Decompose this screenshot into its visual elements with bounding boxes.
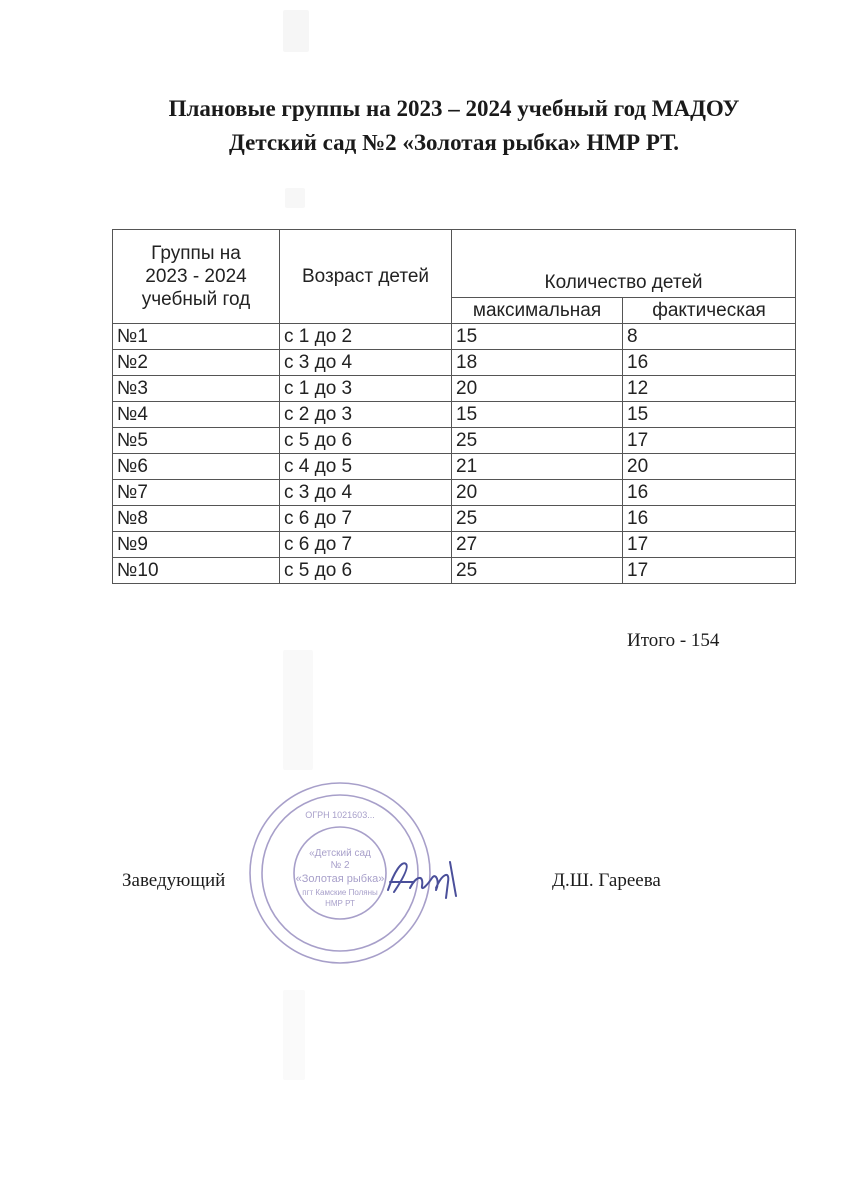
groups-table	[112, 229, 796, 584]
table-row	[113, 402, 796, 428]
group-cell: №3	[113, 376, 280, 402]
handwritten-signature	[380, 852, 470, 902]
scan-artifact	[283, 10, 309, 52]
header-group-line1: Группы на	[151, 243, 241, 264]
age-cell: с 1 до 3	[280, 376, 452, 402]
max-cell: 25	[452, 558, 623, 584]
table-header-row	[113, 230, 796, 298]
max-cell: 20	[452, 376, 623, 402]
group-cell: №7	[113, 480, 280, 506]
age-cell: с 2 до 3	[280, 402, 452, 428]
table-row	[113, 454, 796, 480]
age-cell: с 6 до 7	[280, 532, 452, 558]
stamp-line-5: НМР РТ	[325, 899, 355, 908]
stamp-line-4: пгт Камские Поляны	[302, 888, 378, 897]
actual-cell: 16	[623, 480, 796, 506]
actual-cell: 17	[623, 558, 796, 584]
scan-artifact	[283, 650, 313, 770]
signature-role: Заведующий	[122, 870, 226, 891]
max-cell: 15	[452, 402, 623, 428]
group-cell: №2	[113, 350, 280, 376]
age-cell: с 3 до 4	[280, 350, 452, 376]
signature-name: Д.Ш. Гареева	[552, 870, 661, 891]
actual-cell: 15	[623, 402, 796, 428]
stamp-line-1: «Детский сад	[309, 848, 371, 859]
stamp-ogrn: ОГРН 1021603...	[305, 810, 375, 820]
age-cell: с 4 до 5	[280, 454, 452, 480]
total-line: Итого - 154	[627, 630, 720, 651]
stamp-line-3: «Золотая рыбка»	[295, 873, 385, 885]
actual-cell: 8	[623, 324, 796, 350]
max-cell: 21	[452, 454, 623, 480]
stamp-line-2: № 2	[330, 860, 350, 871]
group-cell: №5	[113, 428, 280, 454]
header-group-line3: учебный год	[141, 289, 251, 310]
age-cell: с 5 до 6	[280, 558, 452, 584]
max-cell: 25	[452, 506, 623, 532]
age-cell: с 3 до 4	[280, 480, 452, 506]
header-max-cell: максимальная	[452, 298, 623, 324]
max-cell: 25	[452, 428, 623, 454]
table-row	[113, 532, 796, 558]
table-row	[113, 350, 796, 376]
group-cell: №6	[113, 454, 280, 480]
actual-cell: 17	[623, 532, 796, 558]
actual-cell: 16	[623, 506, 796, 532]
max-cell: 27	[452, 532, 623, 558]
title-line-1: Плановые группы на 2023 – 2024 учебный год МАДОУ	[168, 96, 740, 121]
group-cell: №1	[113, 324, 280, 350]
header-group-cell	[113, 230, 280, 324]
table-row	[113, 428, 796, 454]
max-cell: 20	[452, 480, 623, 506]
group-cell: №9	[113, 532, 280, 558]
actual-cell: 20	[623, 454, 796, 480]
page-title	[100, 92, 808, 160]
group-cell: №8	[113, 506, 280, 532]
table-row	[113, 376, 796, 402]
scan-artifact	[285, 188, 305, 208]
group-cell: №10	[113, 558, 280, 584]
group-cell: №4	[113, 402, 280, 428]
scan-artifact	[283, 990, 305, 1080]
table-row	[113, 506, 796, 532]
actual-cell: 16	[623, 350, 796, 376]
table-row	[113, 324, 796, 350]
age-cell: с 1 до 2	[280, 324, 452, 350]
header-actual-cell: фактическая	[623, 298, 796, 324]
max-cell: 15	[452, 324, 623, 350]
age-cell: с 5 до 6	[280, 428, 452, 454]
actual-cell: 12	[623, 376, 796, 402]
header-age-cell: Возраст детей	[280, 230, 452, 324]
max-cell: 18	[452, 350, 623, 376]
actual-cell: 17	[623, 428, 796, 454]
header-count-cell: Количество детей	[452, 230, 796, 298]
table-row	[113, 480, 796, 506]
age-cell: с 6 до 7	[280, 506, 452, 532]
table-row	[113, 558, 796, 584]
header-group-line2: 2023 - 2024	[145, 266, 247, 287]
title-line-2: Детский сад №2 «Золотая рыбка» НМР РТ.	[229, 130, 679, 155]
